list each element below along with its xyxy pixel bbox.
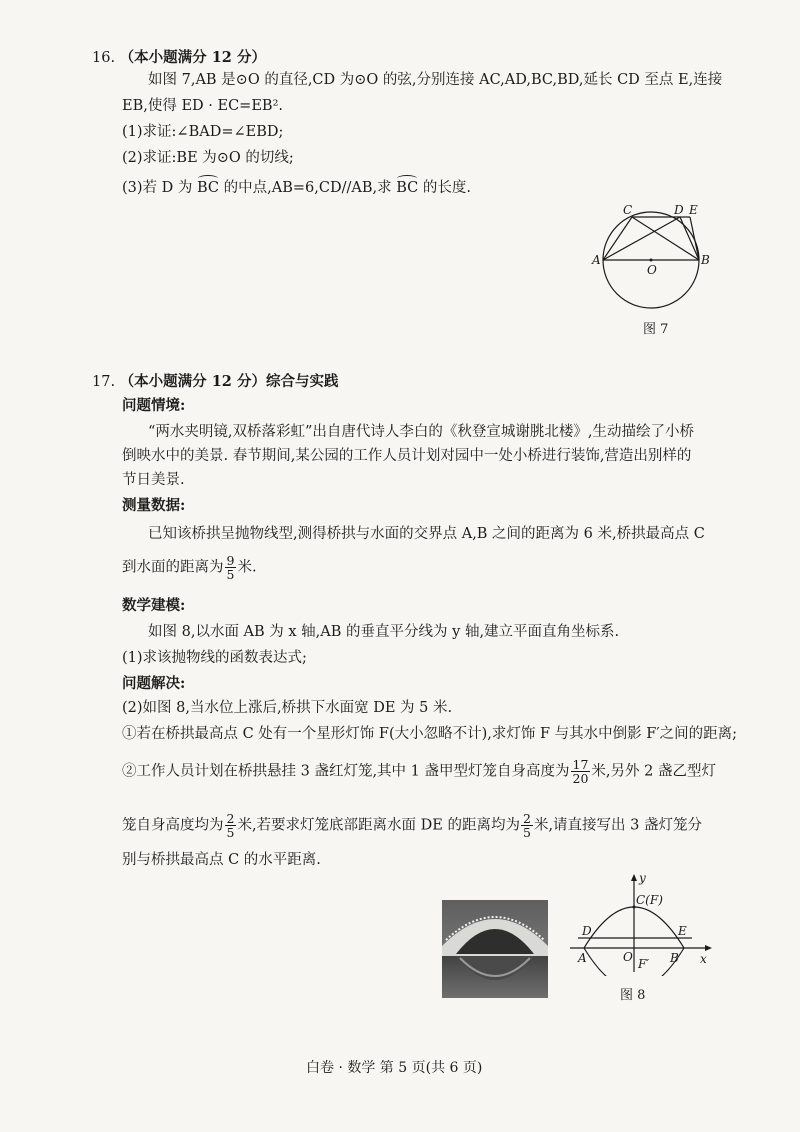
q17-measure-line2: [122, 554, 257, 581]
q17-section-situation: 问题情境:: [122, 397, 186, 414]
figure-8-parabola-diagram: [568, 872, 718, 976]
fraction-numerator: 9: [226, 553, 235, 568]
q17-number: 17.: [92, 374, 116, 390]
q17-part2-line2-mid: 米,若要求灯笼底部距离水面 DE 的距离均为: [237, 817, 520, 834]
q17-subq2-part1: ①若在桥拱最高点 C 处有一个星形灯饰 F(大小忽略不计),求灯饰 F 与其水中倒影 F′之间的距离;: [122, 726, 738, 742]
figure-7-caption: 图 7: [643, 322, 669, 337]
fraction-17-20: [571, 758, 591, 785]
q17-model-line: 如图 8,以水面 AB 为 x 轴,AB 的垂直平分线为 y 轴,建立平面直角坐标系.: [148, 624, 620, 640]
q17-measure-line2-pre: 到水面的距离为: [122, 559, 224, 576]
fig7-label-o: O: [647, 263, 657, 277]
q16-header: [92, 48, 266, 68]
fraction-2-5-b: [521, 812, 533, 839]
fig8-label-x: x: [700, 952, 707, 966]
q17-section-solve: 问题解决:: [122, 675, 186, 692]
q17-score: （本小题满分 12 分）综合与实践: [119, 373, 339, 390]
fig8-label-cf: C(F): [636, 893, 663, 907]
fraction-9-5: [225, 554, 237, 581]
fig8-label-e: E: [678, 924, 687, 938]
q16-text-line2: EB,使得 ED · EC=EB².: [122, 98, 283, 114]
fraction-numerator: 2: [226, 811, 235, 826]
figure-8-caption: 图 8: [620, 988, 646, 1003]
q17-measure-line1: 已知该桥拱呈抛物线型,测得桥拱与水面的交界点 A,B 之间的距离为 6 米,桥拱最高点 C: [148, 526, 705, 542]
q16-subq3: [122, 178, 471, 198]
fig8-label-fprime: F′: [638, 957, 650, 971]
fraction-denominator: 5: [226, 825, 235, 840]
fig8-label-y: y: [639, 872, 646, 885]
q16-number: 16.: [92, 50, 116, 66]
fraction-denominator: 5: [523, 825, 531, 840]
q17-header: [92, 372, 338, 392]
q17-subq1: (1)求该抛物线的函数表达式;: [122, 650, 307, 666]
fraction-denominator: 5: [226, 567, 235, 582]
arc-bc-2: BC: [396, 180, 419, 196]
fig8-label-d: D: [582, 924, 592, 938]
figure-7-circle-diagram: [590, 200, 720, 320]
fig7-label-d: D: [674, 203, 684, 217]
fraction-numerator: 17: [572, 757, 589, 772]
fig7-label-c: C: [623, 203, 633, 217]
fig8-label-o: O: [623, 950, 633, 964]
q17-part2-pre: ②工作人员计划在桥拱悬挂 3 盏红灯笼,其中 1 盏甲型灯笼自身高度为: [122, 763, 570, 780]
q17-subq2-part2-line2: [122, 812, 702, 839]
q17-measure-line2-post: 米.: [237, 559, 257, 576]
q16-subq3-part-a: (3)若 D 为: [122, 180, 197, 196]
fig7-label-a: A: [592, 253, 601, 267]
q17-situation-line1: “两水夹明镜,双桥落彩虹”出自唐代诗人李白的《秋登宣城谢朓北楼》,生动描绘了小桥: [148, 424, 695, 440]
q16-subq3-part-c: 的长度.: [418, 180, 471, 196]
q16-score: （本小题满分 12 分）: [119, 49, 266, 66]
q17-part2-line2-pre: 笼自身高度均为: [122, 817, 224, 834]
q17-part2-post: 米,另外 2 盏乙型灯: [591, 763, 716, 780]
q17-subq2-part2-line1: [122, 758, 716, 785]
fig7-label-b: B: [701, 253, 710, 267]
fig8-label-a: A: [578, 951, 587, 965]
fraction-denominator: 20: [572, 771, 589, 786]
q16-subq1: (1)求证:∠BAD=∠EBD;: [122, 124, 284, 140]
q17-section-model: 数学建模:: [122, 597, 186, 614]
bridge-photo: [442, 900, 548, 998]
arc-bc-1: BC: [197, 180, 220, 196]
q17-situation-line2: 倒映水中的美景. 春节期间,某公园的工作人员计划对园中一处小桥进行装饰,营造出别样的: [122, 448, 692, 464]
q17-subq2: (2)如图 8,当水位上涨后,桥拱下水面宽 DE 为 5 米.: [122, 700, 453, 716]
q16-text-line1: 如图 7,AB 是⊙O 的直径,CD 为⊙O 的弦,分别连接 AC,AD,BC,BD,延长 CD 至点 E,连接: [148, 72, 723, 88]
q17-situation-line3: 节日美景.: [122, 472, 185, 488]
fig7-label-e: E: [689, 203, 698, 217]
fig8-label-b: B: [670, 951, 679, 965]
fraction-2-5-a: [225, 812, 237, 839]
q16-subq3-part-b: 的中点,AB=6,CD//AB,求: [219, 180, 397, 196]
fraction-numerator: 2: [523, 811, 531, 826]
q17-part2-line2-post: 米,请直接写出 3 盏灯笼分: [533, 817, 703, 834]
q16-subq2: (2)求证:BE 为⊙O 的切线;: [122, 150, 294, 166]
q17-subq2-part2-line3: 别与桥拱最高点 C 的水平距离.: [122, 852, 321, 868]
q17-section-measure: 测量数据:: [122, 497, 186, 514]
page-footer: 白卷 · 数学 第 5 页(共 6 页): [306, 1060, 483, 1076]
